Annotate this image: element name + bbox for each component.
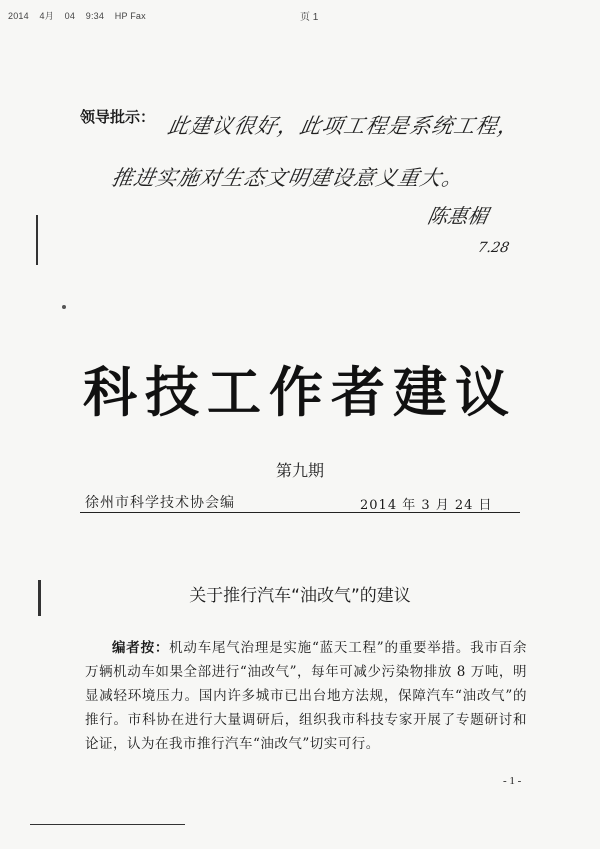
fax-time: 9:34 (85, 11, 105, 21)
handwritten-date: 7.28 (476, 240, 511, 256)
editor-note-lead: 编者按： (112, 640, 170, 656)
article-title: 关于推行汽车“油改气”的建议 (189, 586, 411, 606)
handwritten-instruction-line1: 此建议很好，此项工程是系统工程， (165, 114, 522, 138)
editor-note-body: 机动车尾气治理是实施“蓝天工程”的重要举措。我市百余万辆机动车如果全部进行“油改气”，每年可减少污染物排放 8 万吨，明显减轻环境压力。国内许多城市已出台地方法规，保障汽车“油改气”的推行。市科协在进行大量调研后，组织我市科技专家开展了专题研讨和论证，认为在我市推行汽车“油改气”切实可行。 (85, 640, 528, 752)
handwritten-signature: 陈惠楣 (425, 204, 490, 228)
leader-instruction-label: 领导批示： (80, 108, 156, 126)
scan-margin-mark (36, 215, 38, 265)
fax-header (8, 9, 154, 22)
handwritten-instruction-line2: 推进实施对生态文明建设意义重大。 (109, 166, 466, 190)
editor-note-paragraph (85, 636, 527, 756)
publication-date: 2014 年 3 月 24 日 (360, 498, 493, 513)
issue-number: 第九期 (275, 461, 324, 480)
footer-rule (30, 824, 185, 825)
scan-speck (62, 305, 66, 309)
publisher: 徐州市科学技术协会编 (85, 495, 235, 511)
fax-page-label: 页 1 (300, 12, 319, 23)
header-divider (80, 512, 520, 513)
fax-month: 4月 (39, 11, 54, 21)
fax-day: 04 (64, 11, 76, 21)
fax-year: 2014 (8, 11, 29, 21)
page-number: - 1 - (503, 775, 522, 787)
fax-device: HP Fax (114, 11, 146, 21)
document-title: 科技工作者建议 (83, 360, 517, 424)
